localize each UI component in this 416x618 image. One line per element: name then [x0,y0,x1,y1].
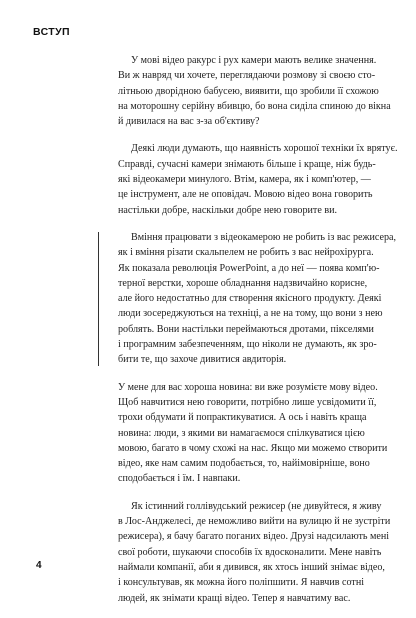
text-line: Вміння працювати з відеокамерою не робить із вас режисера, [131,231,396,243]
text-line: Як істинний голлівудський режисер (не дивуйтеся, я живу [131,500,382,512]
text-line: Як показала революція PowerPoint, а до неї — поява комп'ю- [118,262,380,274]
text-line: як і вміння різати скальпелем не робить з вас нейрохірурга. [118,247,374,259]
text-line: Деякі люди думають, що наявність хорошої техніки їх врятує. [131,143,398,155]
text-line: які відеокамери минулого. Втім, камера, як і комп'ютер, — [118,174,371,186]
text-line: настільки добре, наскільки добре нею говорите ви. [118,204,338,216]
text-line: Щоб навчитися нею говорити, потрібно лише усвідомити її, [118,396,377,408]
text-line: люди зосереджуються на техніці, а не на тому, що вони з нею [118,308,383,320]
text-line: Ви ж навряд чи хочете, переглядаючи розмову зі своєю сто- [118,70,376,82]
text-line: бити те, що захоче дивитися авдиторія. [118,354,287,366]
text-line: наймали компанії, аби я дивився, як хтось інший знімає відео, [118,561,385,573]
text-line: свої роботи, шукаючи способів їх вдосконалити. Мене навіть [118,546,382,558]
text-line: це інструмент, але не оповідач. Мовою відео вона говорить [118,189,373,201]
text-line: і консультував, як можна його поліпшити. Я навчив сотні [118,577,365,589]
text-line: У мене для вас хороша новина: ви вже розумієте мову відео. [118,381,378,393]
text-line: новина: люди, з якими ви намагаємося спілкуватися цією [118,427,365,439]
paragraph-3 [118,230,396,368]
text-line: У мові відео ракурс і рух камери мають велике значення. [131,55,377,66]
text-line: роблять. Вони настільки переймаються дротами, пікселями [118,323,374,335]
body-text [118,53,398,618]
text-line: Справді, сучасні камери знімають більше і краще, ніж будь- [118,158,376,170]
paragraph-1 [118,53,391,129]
text-line: мовою, багато в чому схожі на нас. Якщо ми можемо створити [118,442,388,454]
paragraph-2 [118,141,398,217]
text-line: в Лос-Анджелесі, де неможливо вийти на вулицю й не зустріти [118,516,391,528]
paragraph-4 [118,380,388,487]
margin-rule [98,232,99,366]
text-line: на моторошну серійну вбивцю, бо вона сиділа спиною до вікна [118,100,391,112]
text-line: терної верстки, хороше обладнання надзвичайно корисне, [118,277,368,289]
text-line: трохи обдумати й попрактикуватися. А ось і навіть краща [118,412,367,424]
text-line: літньою дворідною бабусею, виявити, що зробили її схожою [118,85,379,97]
text-line: й дивилася на вас з-за об'єктиву? [118,116,260,128]
text-line: і програмним забезпеченням, що ніколи не думають, як зро- [118,339,377,351]
text-line: режисера), я бачу багато поганих відео. Друзі надсилають мені [118,531,390,543]
section-heading: ВСТУП [33,26,70,38]
paragraph-5 [118,499,391,606]
text-line: людей, як знімати кращі відео. Тепер я навчатиму вас. [118,592,351,604]
text-line: відео, яке нам самим подобається, то, найімовірніше, воно [118,458,370,470]
text-line: сподобається і їм. І навпаки. [118,473,241,485]
text-line: але його недостатньо для створення якісного продукту. Деякі [118,293,382,305]
page-number: 4 [36,560,42,571]
